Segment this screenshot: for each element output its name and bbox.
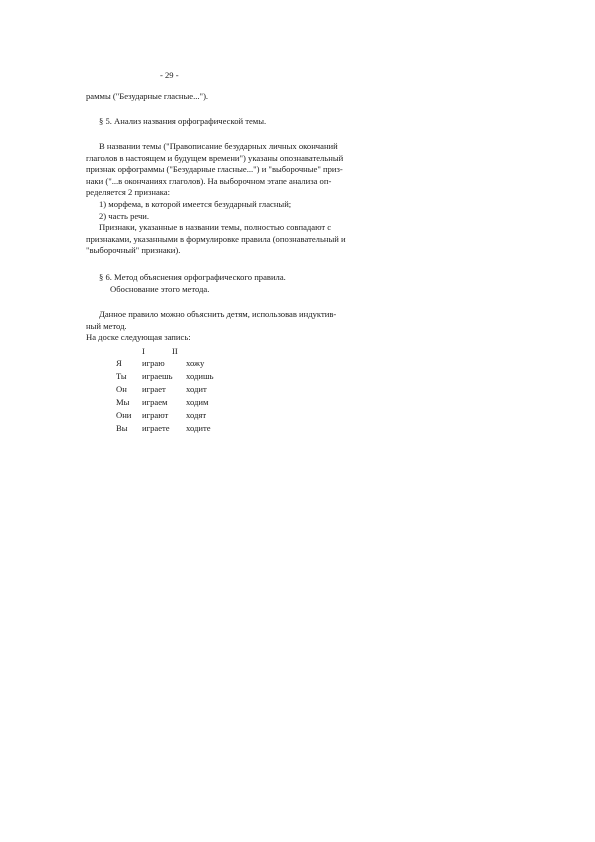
verb-cell: играет <box>142 384 166 394</box>
column-header: I <box>142 346 145 356</box>
column-header: II <box>172 346 178 356</box>
section-6-body <box>86 309 386 344</box>
verb-cell: ходит <box>186 384 207 394</box>
section-6-heading <box>86 272 386 295</box>
verb-cell: играют <box>142 410 169 420</box>
text-line: Данное правило можно объяснить детям, использовав индуктив- <box>99 309 337 319</box>
section-subtitle: Обоснование этого метода. <box>110 283 210 294</box>
list-item: 2) часть речи. <box>99 210 150 221</box>
pronoun-cell: Мы <box>116 397 130 407</box>
pronoun-cell: Они <box>116 410 132 420</box>
text-line: ределяется 2 признака: <box>86 187 171 198</box>
pronoun-cell: Он <box>116 384 127 394</box>
verb-cell: ходите <box>186 423 211 433</box>
text-line: признак орфограммы ("Безударные гласные...") и "выборочные" приз- <box>86 164 343 175</box>
text-line: глаголов в настоящем и будущем времени") указаны опознавательный <box>86 152 344 163</box>
list-item: 1) морфема, в которой имеется безударный гласный; <box>99 198 292 209</box>
pronoun-cell: Ты <box>116 371 127 381</box>
verb-cell: играете <box>142 423 170 433</box>
paragraph-continuation <box>86 91 386 103</box>
verb-cell: играем <box>142 397 168 407</box>
verb-cell: ходят <box>186 410 207 420</box>
section-5-body <box>86 141 386 257</box>
page-number: - 29 - <box>160 70 179 80</box>
verb-cell: ходишь <box>186 371 214 381</box>
text-line: На доске следующая запись: <box>86 332 191 343</box>
text-line: Признаки, указанные в названии темы, полностью совпадают с <box>99 222 332 233</box>
verb-cell: играю <box>142 358 165 368</box>
section-5-heading <box>86 116 386 128</box>
text-line: раммы ("Безударные гласные..."). <box>86 91 209 101</box>
section-title: § 5. Анализ названия орфографической темы. <box>99 116 267 126</box>
verb-cell: хожу <box>186 358 205 368</box>
section-title: § 6. Метод объяснения орфографического правила. <box>99 272 286 282</box>
pronoun-cell: Я <box>116 358 122 368</box>
text-line: В названии темы ("Правописание безударных личных окончаний <box>99 141 338 151</box>
verb-cell: ходим <box>186 397 209 407</box>
text-line: "выборочный" признаки). <box>86 245 181 256</box>
text-line: наки ("...в окончаниях глаголов). На выборочном этапе анализа оп- <box>86 175 332 186</box>
text-line: ный метод. <box>86 320 127 331</box>
pronoun-cell: Вы <box>116 423 128 433</box>
verb-cell: играешь <box>142 371 173 381</box>
text-line: признаками, указанными в формулировке правила (опознавательный и <box>86 233 346 244</box>
